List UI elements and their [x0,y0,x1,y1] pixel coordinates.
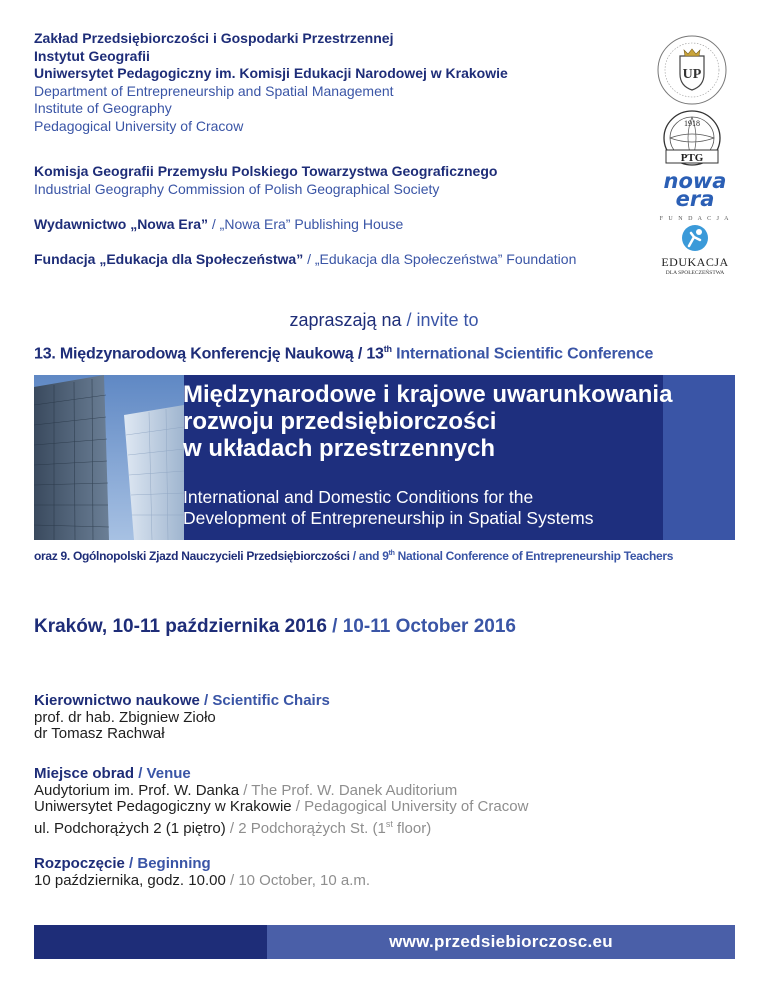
oraz-sep: / and 9 [349,549,389,563]
date-pl: Kraków, 10-11 października 2016 [34,616,327,637]
venue-section [34,766,528,837]
banner-title [183,381,723,462]
org-line-3: Uniwersytet Pedagogiczny im. Komisji Edukacji Narodowej w Krakowie [34,65,508,81]
beginning-line-pl: 10 października, godz. 10.00 [34,871,226,889]
venue-line-3-en-a: / 2 Podchorążych St. (1 [225,819,386,837]
beginning-heading-en: / Beginning [124,855,211,872]
nowa-era-logo-word1: nowa [663,169,727,193]
publisher-line [34,216,634,234]
org-line-6: Pedagogical University of Cracow [34,117,244,134]
foundation-pl: Fundacja „Edukacja dla Społeczeństwa” [34,251,304,267]
venue-heading-en: / Venue [134,765,191,782]
banner-subtitle-line-2: Development of Entrepreneurship in Spatial Systems [183,508,594,528]
org-line-7: Komisja Geografii Przemysłu Polskiego Towarzystwa Geograficznego [34,163,498,179]
commission-block [34,163,634,198]
venue-line-3-en-b: floor) [392,819,432,837]
website-link[interactable]: www.przedsiebiorczosc.eu [389,932,613,951]
publisher-en: / „Nowa Era” Publishing House [208,216,404,232]
edukacja-logo-arc-text: F U N D A C J A [659,216,731,222]
foundation-en: / „Edukacja dla Społeczeństwa” Foundation [303,251,577,267]
conference-line [34,344,653,363]
beginning-line-en: / 10 October, 10 a.m. [225,871,371,889]
venue-line-1-en: / The Prof. W. Danek Auditorium [239,781,458,799]
org-line-2: Instytut Geografii [34,47,150,64]
org-line-4: Department of Entrepreneurship and Spatial Management [34,82,394,99]
beginning-heading-pl: Rozpoczęcie [34,855,125,872]
venue-line-3-sup: st [385,818,393,829]
conference-sup: th [383,344,392,354]
org-line-8: Industrial Geography Commission of Polish Geographical Society [34,180,440,197]
skyscraper-photo [34,375,184,540]
beginning-section [34,856,370,889]
edukacja-foundation-logo [650,216,740,284]
foundation-line [34,251,634,269]
conference-pl: 13. Międzynarodową Konferencję Naukową / 13 [34,345,384,363]
oraz-sup: th [388,550,395,557]
chairs-heading-en: / Scientific Chairs [199,692,330,709]
nowa-era-logo-word2: era [675,187,715,211]
venue-line-1-pl: Audytorium im. Prof. W. Danka [34,781,240,799]
event-date [34,616,516,638]
chairs-section [34,693,330,743]
oraz-pl: oraz 9. Ogólnopolski Zjazd Nauczycieli Przedsiębiorczości [34,549,350,563]
invite-pl: zapraszają na [289,310,402,330]
venue-line-3-pl: ul. Podchorążych 2 (1 piętro) [34,819,226,837]
banner-title-line-2: rozwoju przedsiębiorczości [183,408,497,435]
conference-en: International Scientific Conference [391,345,654,363]
banner-title-line-1: Międzynarodowe i krajowe uwarunkowania [183,381,673,408]
org-line-1: Zakład Przedsiębiorczości i Gospodarki Przestrzennej [34,30,394,46]
invite-en: / invite to [401,310,479,330]
banner-subtitle [183,487,663,529]
ptg-society-logo [656,108,728,172]
chair-person-1: prof. dr hab. Zbigniew Zioło [34,708,216,726]
venue-heading-pl: Miejsce obrad [34,765,135,782]
chairs-heading-pl: Kierownictwo naukowe [34,692,200,709]
banner-subtitle-line-1: International and Domestic Conditions for the [183,487,534,507]
ptg-logo-year: 1918 [684,119,700,128]
edukacja-logo-word: EDUKACJA [661,255,729,269]
edukacja-logo-figure-icon [681,224,709,252]
invite-line [0,310,768,331]
banner-title-line-3: w układach przestrzennych [183,435,496,462]
up-university-logo [654,32,730,108]
venue-line-2-pl: Uniwersytet Pedagogiczny w Krakowie [34,798,292,815]
footer-bar-left [34,925,267,959]
date-en: / 10-11 October 2016 [326,616,516,637]
chair-person-2: dr Tomasz Rachwał [34,725,165,742]
nowa-era-logo [662,169,728,211]
ptg-logo-letters: PTG [680,152,704,164]
oraz-en: National Conference of Entrepreneurship Teachers [394,549,674,563]
org-line-5: Institute of Geography [34,100,172,116]
venue-line-2-en: / Pedagogical University of Cracow [291,798,529,815]
edukacja-logo-subword: DLA SPOŁECZEŃSTWA [665,270,725,276]
teachers-conference-line [34,549,673,563]
organizers-block [34,30,634,135]
up-logo-letters: UP [682,67,702,82]
publisher-pl: Wydawnictwo „Nowa Era” [34,216,208,232]
